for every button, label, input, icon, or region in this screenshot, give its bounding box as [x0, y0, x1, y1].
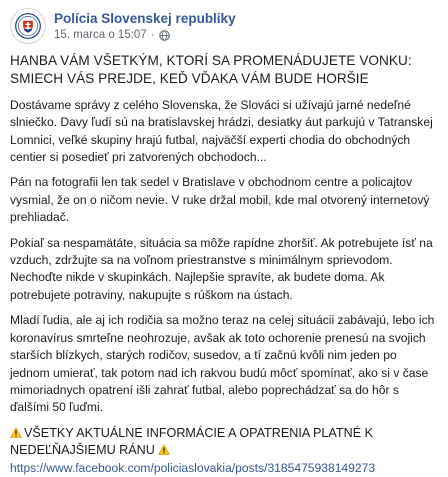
post-header: [10, 0, 436, 50]
page-name-link[interactable]: Polícia Slovenskej republiky: [54, 11, 236, 26]
post-paragraph: Pokiaľ sa nespamätáte, situácia sa môže rapídne zhoršiť. Ak potrebujete ísť na vzduch, zdržujte sa na voľnom priestranstve s minimálnym sprievodom. Nechoďte nikde v skupinkách. Najlepšie spravíte, ak budete doma. Ak potrebujete potraviny, nakupujte s rúškom na ústach.: [10, 235, 433, 302]
post-footer-line: [10, 425, 436, 460]
post-paragraph: Mladí ľudia, ale aj ich rodičia sa možno teraz na celej situácii zabávajú, lebo ich koronavírus smrteľne neohrozuje, avšak ak toto ochorenie prenesú na svojich starších blízkych, starých rodičov, susedov, a tí začnú kvôli nim jeden po jednom umierať, tak potom nad ich rakvou budú môcť spomínať, ako si v čase mimoriadnych opatrení išli zahrať futbal, alebo poprechádzať sa do hôr s ďalšími 50 ľuďmi.: [10, 313, 435, 415]
police-crest-icon: [15, 13, 41, 39]
warning-icon: [158, 443, 170, 454]
page-avatar[interactable]: [10, 8, 46, 44]
separator-dot: ·: [150, 29, 155, 41]
footer-text: VŠETKY AKTUÁLNE INFORMÁCIE A OPATRENIA PLATNÉ K NEDEĽŇAJŠIEMU RÁNU: [10, 425, 373, 458]
post-subline: [54, 28, 236, 43]
warning-icon: [10, 426, 22, 437]
post-meta: [54, 8, 236, 43]
globe-icon[interactable]: [159, 30, 170, 41]
post-headline: HANBA VÁM VŠETKÝM, KTORÍ SA PROMENÁDUJETE VONKU: SMIECH VÁS PREJDE, KEĎ VĎAKA VÁM BUDE HORŠIE: [10, 53, 412, 87]
post-body: [10, 52, 436, 477]
post-paragraph: Dostávame správy z celého Slovenska, že Slováci si užívajú jarné nedeľné slniečko. Davy ľudí sú na bratislavskej hrádzi, desiatky áut parkujú v Tatranskej Lomnici, veľké skupiny hrajú futbal, najväčší experti chodia do obchodných centier si posedieť pri zatvorených obchodoch...: [10, 97, 433, 165]
post-link[interactable]: https://www.facebook.com/policiaslovakia/posts/3185475938149273: [10, 460, 376, 475]
post-timestamp[interactable]: 15. marca o 15:07: [54, 29, 147, 41]
post-paragraph: Pán na fotografii len tak sedel v Bratislave v obchodnom centre a policajtov vysmial, že on o ničom nevie. V ruke držal mobil, kde mal otvorený internetový prehliadač.: [10, 175, 430, 225]
